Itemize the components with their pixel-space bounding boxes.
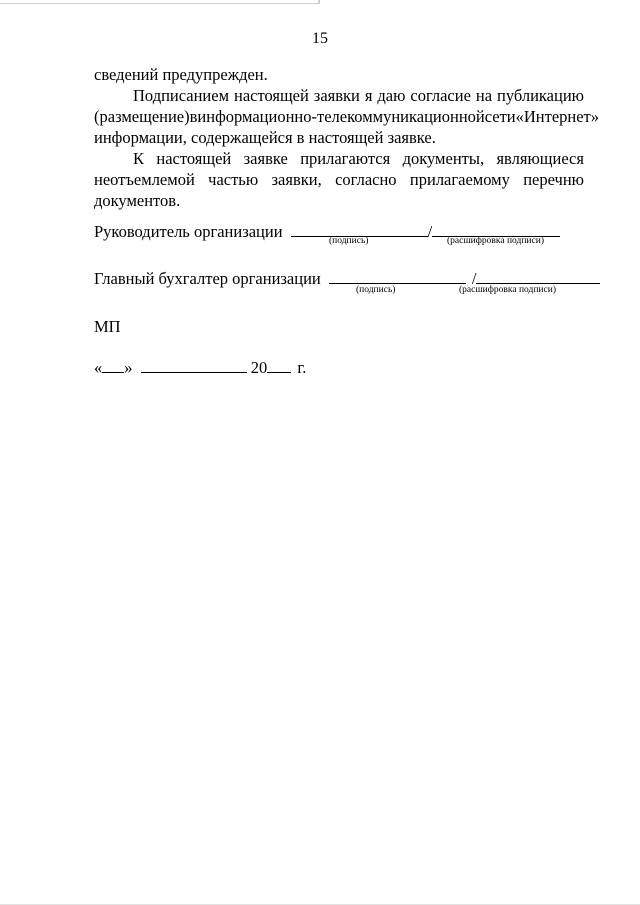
head-signature-caption: (подпись)	[329, 236, 369, 246]
accountant-signature-decoding-field[interactable]	[476, 269, 600, 284]
head-signature-label: Руководитель организации	[94, 222, 283, 241]
head-signature-separator: /	[427, 222, 433, 241]
attachments-paragraph-line-1: К настоящей заявке прилагаются документы, являющиеся	[133, 149, 584, 168]
attachments-paragraph-line-3: документов.	[94, 191, 181, 210]
date-year-prefix: 20	[250, 358, 268, 377]
head-signature-decoding-field[interactable]	[432, 222, 560, 237]
date-row	[94, 357, 306, 378]
date-open-quote: «	[94, 358, 103, 377]
head-signature-field[interactable]	[291, 222, 428, 237]
date-month-field[interactable]	[141, 358, 247, 373]
accountant-signature-label: Главный бухгалтер организации	[94, 269, 321, 288]
page-number: 15	[312, 30, 328, 47]
accountant-decoding-caption: (расшифровка подписи)	[459, 285, 556, 295]
top-scan-tick	[318, 0, 320, 4]
consent-paragraph-line-1: Подписанием настоящей заявки я даю согласие на публикацию	[133, 86, 584, 105]
stamp-label: МП	[94, 317, 121, 336]
consent-paragraph-line-3: информации, содержащейся в настоящей заявке.	[94, 128, 436, 147]
date-close-quote: »	[124, 358, 133, 377]
accountant-signature-caption: (подпись)	[356, 285, 396, 295]
date-day-field[interactable]	[102, 358, 124, 373]
head-decoding-caption: (расшифровка подписи)	[447, 236, 544, 246]
date-year-suffix: г.	[297, 358, 307, 377]
accountant-signature-separator: /	[471, 269, 477, 288]
attachments-paragraph-line-2: неотъемлемой частью заявки, согласно прилагаемому перечню	[94, 170, 584, 189]
date-year-field[interactable]	[267, 358, 291, 373]
consent-paragraph-line-2: (размещение) в информационно-телекоммуникационной сети «Интернет»	[94, 107, 600, 126]
top-scan-edge	[0, 3, 318, 4]
paragraph-line: сведений предупрежден.	[94, 65, 268, 84]
accountant-signature-field[interactable]	[329, 269, 466, 284]
